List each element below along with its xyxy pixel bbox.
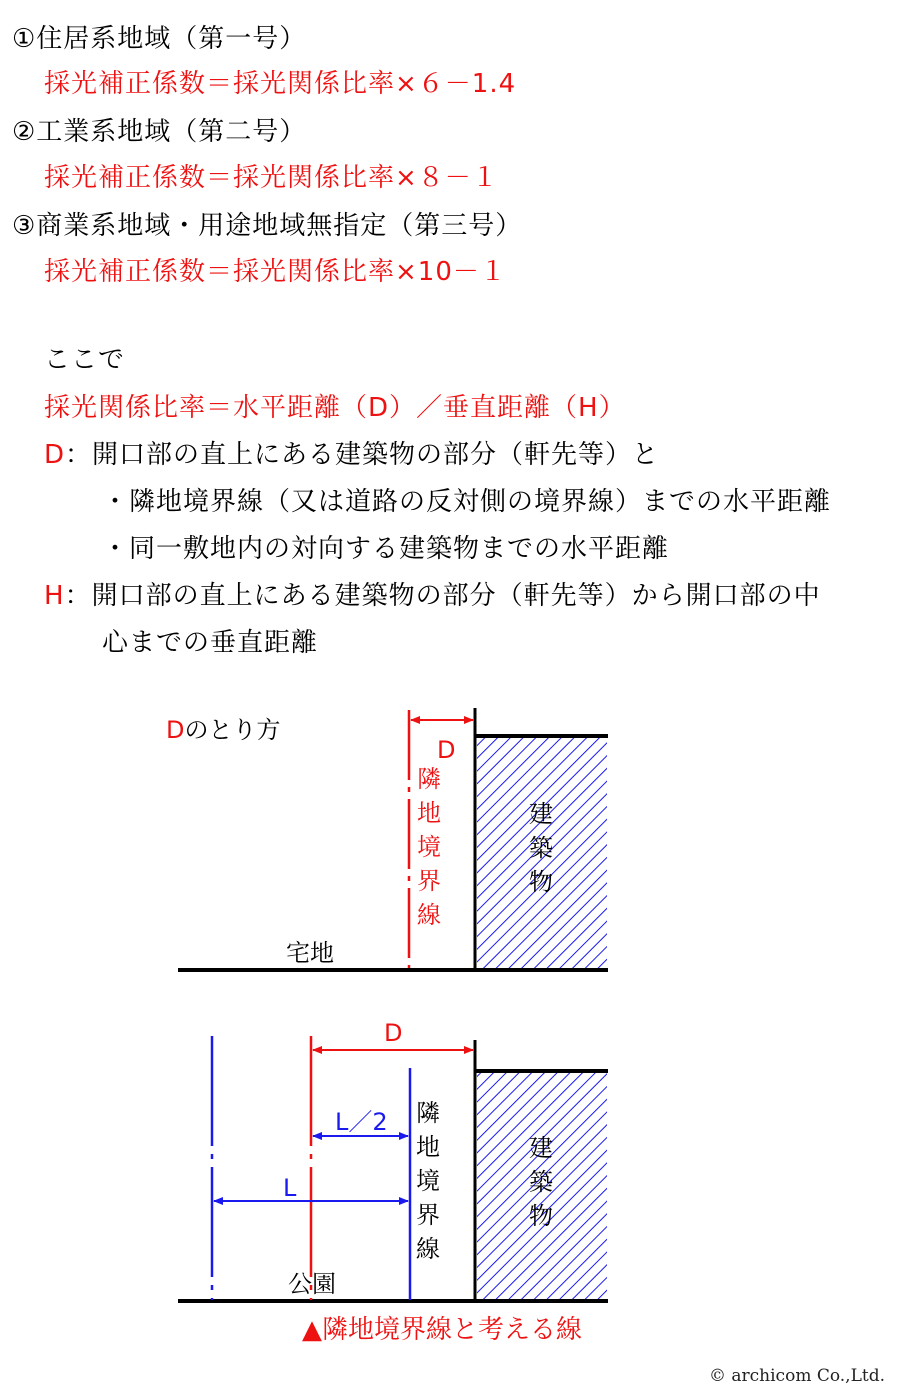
diagram1-building-label: 建築物 <box>529 800 553 896</box>
diagram2-caption: ▲隣地境界線と考える線 <box>302 1315 582 1345</box>
h-definition-cont: 心までの垂直距離 <box>102 628 319 658</box>
d-text: ：開口部の直上にある建築物の部分（軒先等）と <box>65 440 660 470</box>
ratio-definition: 採光関係比率＝水平距離（D）／垂直距離（H） <box>44 393 626 423</box>
copyright: © archicom Co.,Ltd. <box>708 1366 885 1386</box>
heading-industrial: ②工業系地域（第二号） <box>12 117 307 147</box>
diagram1-boundary-label: 隣地境界線 <box>417 765 441 929</box>
h-key: H <box>44 581 65 611</box>
diagram1-title-key: D <box>166 716 185 744</box>
formula-industrial: 採光補正係数＝採光関係比率×８－１ <box>44 163 499 193</box>
diagram2-ground-label: 公園 <box>288 1270 336 1298</box>
heading-commercial: ③商業系地域・用途地域無指定（第三号） <box>12 211 523 241</box>
diagram1-ground-label: 宅地 <box>286 939 334 967</box>
h-text: ：開口部の直上にある建築物の部分（軒先等）から開口部の中 <box>64 581 821 611</box>
heading-residential: ①住居系地域（第一号） <box>12 24 307 54</box>
diagram2-boundary-label: 隣地境界線 <box>416 1099 440 1263</box>
formula-residential: 採光補正係数＝採光関係比率×６－1.4 <box>44 69 517 99</box>
diagram1-d-label: D <box>437 736 456 764</box>
diagram2-l-label: L <box>283 1174 297 1202</box>
diagram1-title <box>166 718 280 742</box>
diagram2-d-label: D <box>384 1019 403 1047</box>
formula-commercial: 採光補正係数＝採光関係比率×10－１ <box>44 257 507 287</box>
d-bullet-1: ・隣地境界線（又は道路の反対側の境界線）までの水平距離 <box>102 487 832 517</box>
diagram2-building-label: 建築物 <box>529 1134 553 1230</box>
d-key: D <box>44 440 66 470</box>
diagram1-title-rest: のとり方 <box>184 716 281 744</box>
d-bullet-2: ・同一敷地内の対向する建築物までの水平距離 <box>102 534 670 564</box>
diagram2-half-l-label: L／2 <box>335 1108 388 1136</box>
definitions-intro: ここで <box>44 345 126 375</box>
